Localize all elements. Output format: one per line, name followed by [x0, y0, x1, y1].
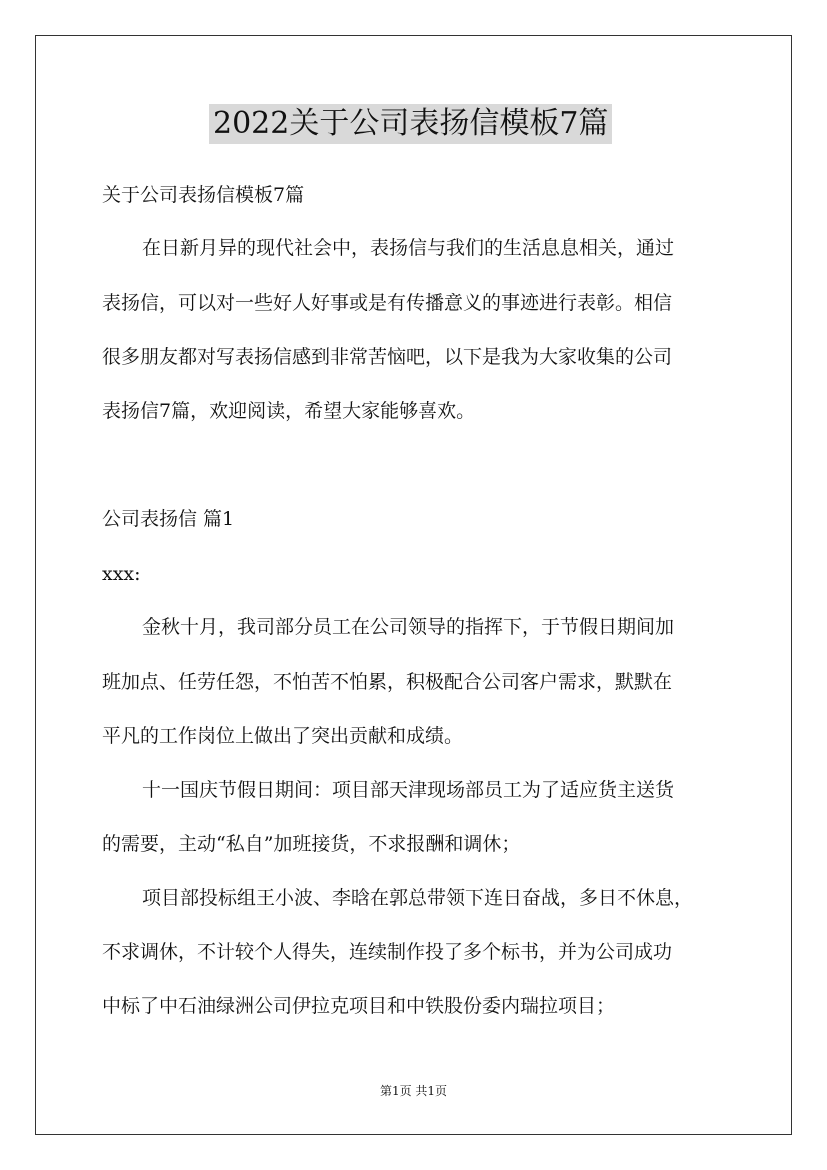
- intro-line-4: 表扬信7篇，欢迎阅读，希望大家能够喜欢。: [102, 400, 476, 422]
- paragraph-1-line-1: 金秋十月，我司部分员工在公司领导的指挥下，于节假日期间加: [142, 616, 675, 638]
- page-footer: 第1页 共1页: [379, 1084, 448, 1098]
- paragraph-3-line-2: 不求调休，不计较个人得失，连续制作投了多个标书，并为公司成功: [102, 941, 673, 963]
- paragraph-1-line-2: 班加点、任劳任怨，不怕苦不怕累，积极配合公司客户需求，默默在: [102, 671, 673, 693]
- document-title: 2022关于公司表扬信模板7篇: [209, 104, 612, 144]
- salutation: xxx:: [102, 563, 141, 585]
- intro-line-2: 表扬信，可以对一些好人好事或是有传播意义的事迹进行表彰。相信: [102, 292, 673, 314]
- intro-line-1: 在日新月异的现代社会中，表扬信与我们的生活息息相关，通过: [142, 237, 675, 259]
- paragraph-1-line-3: 平凡的工作岗位上做出了突出贡献和成绩。: [102, 725, 464, 747]
- paragraph-3-line-3: 中标了中石油绿洲公司伊拉克项目和中铁股份委内瑞拉项目；: [102, 995, 616, 1017]
- intro-line-3: 很多朋友都对写表扬信感到非常苦恼吧，以下是我为大家收集的公司: [102, 346, 673, 368]
- section-heading: 公司表扬信 篇1: [102, 508, 235, 530]
- document-subtitle: 关于公司表扬信模板7篇: [102, 184, 305, 206]
- paragraph-3-line-1: 项目部投标组王小波、李晗在郭总带领下连日奋战，多日不休息，: [142, 887, 694, 909]
- paragraph-2-line-2: 的需要，主动“私自”加班接货，不求报酬和调休；: [102, 833, 521, 855]
- paragraph-2-line-1: 十一国庆节假日期间：项目部天津现场部员工为了适应货主送货: [142, 779, 675, 801]
